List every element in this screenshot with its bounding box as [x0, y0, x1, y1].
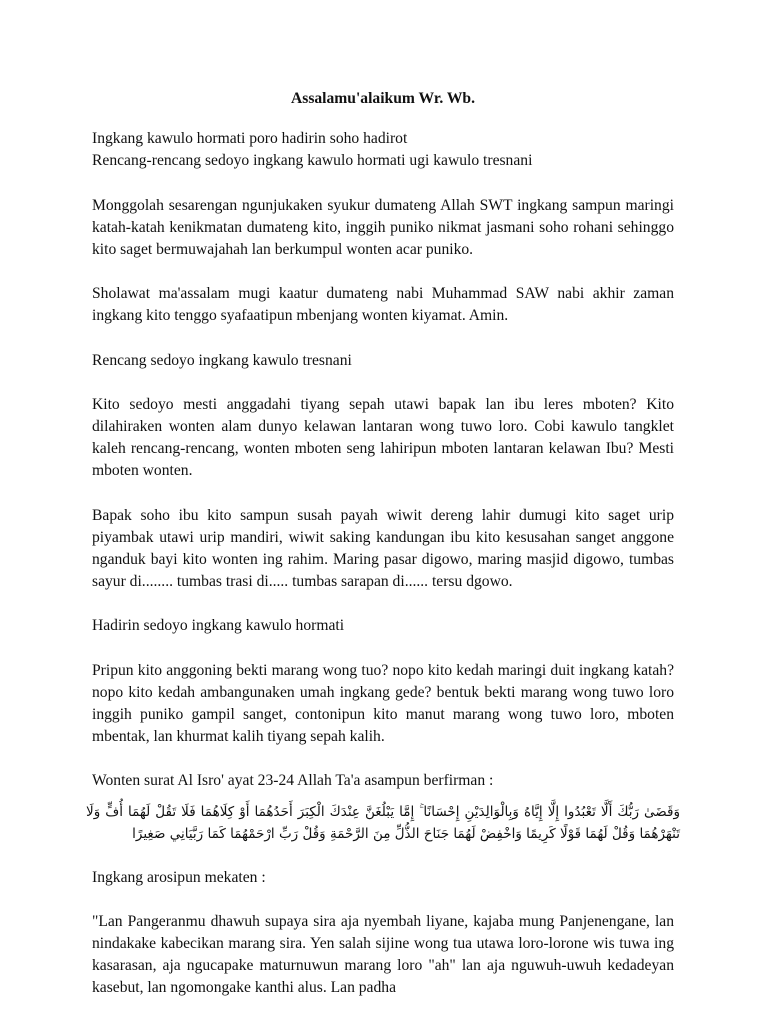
greeting-line-2: Rencang-rencang sedoyo ingkang kawulo hormati ugi kawulo tresnani	[92, 152, 533, 170]
arabic-verse: وَقَضَىٰ رَبُّكَ أَلَّا تَعْبُدُوا إِلَّا إِيَّاهُ وَبِالْوَالِدَيْنِ إِحْسَانًا ۚ إِمَّا يَبْلُغَنَّ عِنْدَكَ الْكِبَرَ أَحَدُهُمَا أَوْ كِلَاهُمَا فَلَا تَقُلْ لَهُمَا أُفٍّ وَلَا تَنْهَرْهُمَا وَقُلْ لَهُمَا قَوْلًا كَرِيمًا وَاخْفِضْ لَهُمَا جَنَاحَ الذُّلِّ مِنَ الرَّحْمَةِ وَقُلْ رَبِّ ارْحَمْهُمَا كَمَا رَبَّيَانِي صَغِيرًا	[86, 803, 680, 842]
paragraph-gratitude: Monggolah sesarengan ngunjukaken syukur dumateng Allah SWT ingkang sampun maringi katah-katah kenikmatan dumateng kito, inggih puniko nikmat jasmani soho rohani sehinggo kito saget bermuwajahah lan berkumpul wonten acar puniko.	[92, 196, 674, 259]
document-page	[86, 88, 680, 1000]
paragraph-hardship: Bapak soho ibu kito sampun susah payah wiwit dereng lahir dumugi kito saget urip piyambak utawi urip mandiri, wiwit saking kandungan ibu kito kesusahan sanget anggone nganduk bayi kito wonten ing rahim. Maring pasar digowo, maring masjid digowo, tumbas sayur di........ tumbas trasi di..... tumbas sarapan di...... tersu dgowo.	[92, 506, 674, 591]
paragraph-surah-intro: Wonten surat Al Isro' ayat 23-24 Allah Ta'a asampun berfirman :	[92, 772, 494, 790]
translation-quote: "Lan Pangeranmu dhawuh supaya sira aja nyembah liyane, kajaba mung Panjenengane, lan nindakake kabecikan marang sira. Yen salah sijine wong tua utawa loro-lorone wis tuwa ing kasarasan, aja ngucapake maturnuwun marang loro "ah" lan aja nguwuh-uwuh kedadeyan kasebut, lan ngomongake kanthi alus. Lan padha	[92, 912, 674, 997]
greeting-line-1: Ingkang kawulo hormati poro hadirin soho hadirot	[92, 130, 408, 148]
document-title: Assalamu'alaikum Wr. Wb.	[290, 90, 475, 107]
paragraph-sholawat: Sholawat ma'assalam mugi kaatur dumateng nabi Muhammad SAW nabi akhir zaman ingkang kito tenggo syafaatipun mbenjang wonten kiyamat. Amin.	[92, 285, 674, 325]
paragraph-address-friends: Rencang sedoyo ingkang kawulo tresnani	[92, 351, 352, 369]
translation-intro: Ingkang arosipun mekaten :	[92, 868, 266, 886]
greeting-block	[92, 128, 674, 172]
paragraph-devotion: Pripun kito anggoning bekti marang wong tuo? nopo kito kedah maringi duit ingkang katah? nopo kito kedah ambangunaken umah ingkang gede? bentuk bekti marang wong tuwo loro inggih puniko gampil sanget, contonipun kito manut marang wong tuwo loro, mboten mbentak, lan khurmat kalih tiyang sepah kalih.	[92, 661, 674, 746]
paragraph-parents: Kito sedoyo mesti anggadahi tiyang sepah utawi bapak lan ibu leres mboten? Kito dilahiraken wonten alam dunyo kelawan lantaran wong tuwo loro. Cobi kawulo tangklet kaleh rencang-rencang, wonten mboten seng lahiripun mboten lantaran kelawan Ibu? Mesti mboten wonten.	[92, 395, 674, 480]
paragraph-address-audience: Hadirin sedoyo ingkang kawulo hormati	[92, 617, 345, 635]
